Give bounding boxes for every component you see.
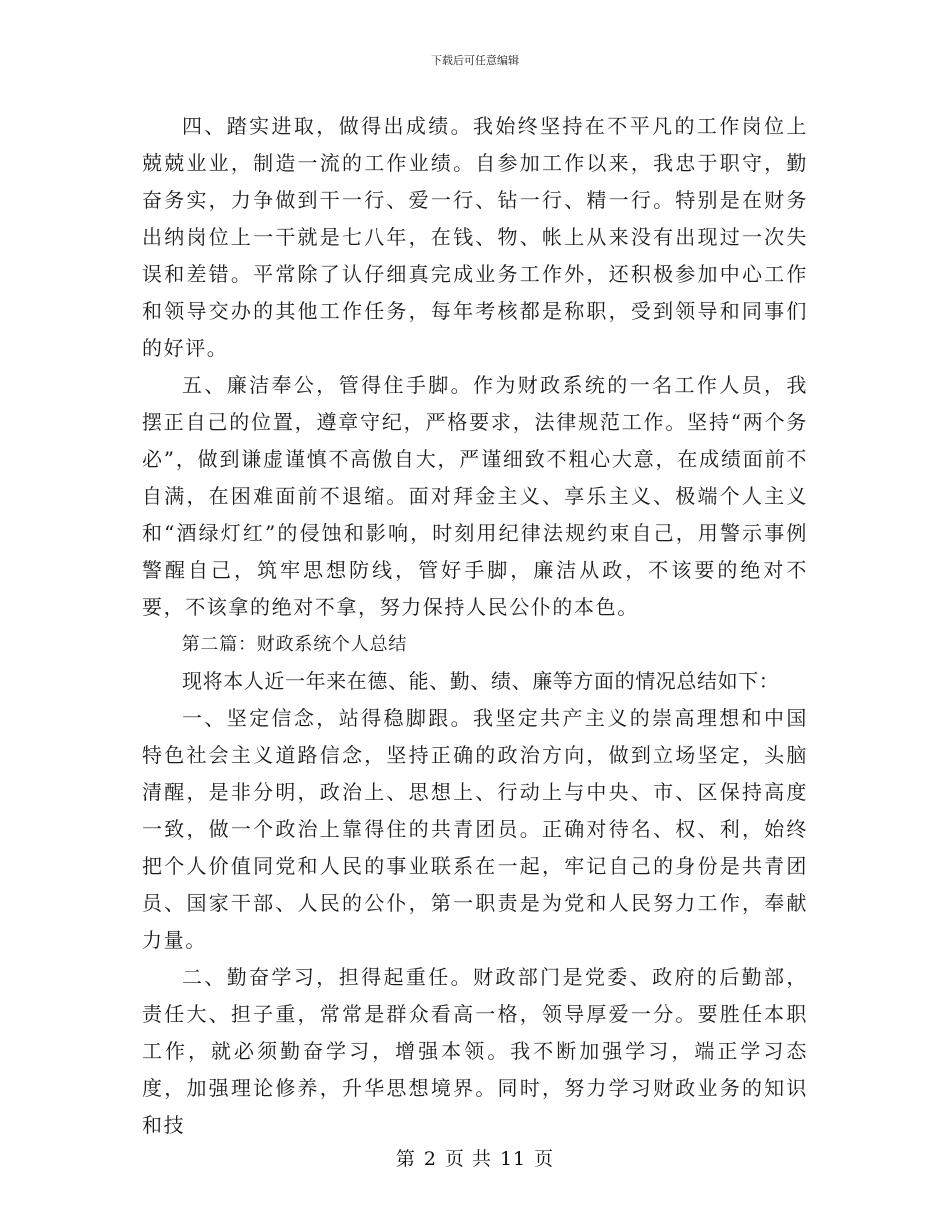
intro-paragraph: 现将本人近一年来在德、能、勤、绩、廉等方面的情况总结如下： (182, 669, 780, 693)
footer-suffix: 页 (534, 1148, 555, 1170)
footer-page-number: 2 (423, 1148, 437, 1170)
footer-total-pages: 11 (499, 1148, 527, 1170)
section-title: 第二篇：财政系统个人总结 (181, 634, 408, 655)
paragraph-four: 四、踏实进取，做得出成绩。我始终坚持在不平凡的工作岗位上兢兢业业，制造一流的工作业绩。自参加工作以来，我忠于职守，勤奋务实，力争做到干一行、爱一行、钻一行、精一行。特别是在财务出纳岗位上一干就是七八年，在钱、物、帐上从来没有出现过一次失误和差错。平常除了认仔细真完成业务工作外，还积极参加中心工作和领导交办的其他工作任务，每年考核都是称职，受到领导和同事们的好评。 (142, 114, 808, 360)
header-note: 下载后可任意编辑 (431, 54, 519, 67)
paragraph-five: 五、廉洁奉公，管得住手脚。作为财政系统的一名工作人员，我摆正自己的位置，遵章守纪，严格要求，法律规范工作。坚持“两个务必”，做到谦虚谨慎不高傲自大，严谨细致不粗心大意，在成绩面前不自满，在困难面前不退缩。面对拜金主义、享乐主义、极端个人主义和“酒绿灯红”的侵蚀和影响，时刻用纪律法规约束自己，用警示事例警醒自己，筑牢思想防线，管好手脚，廉洁从政，不该要的绝对不要，不该拿的绝对不拿，努力保持人民公仆的本色。 (142, 373, 808, 619)
footer-prefix: 第 (395, 1148, 416, 1170)
paragraph-two: 二、勤奋学习，担得起重任。财政部门是党委、政府的后勤部，责任大、担子重，常常是群众看高一格，领导厚爱一分。要胜任本职工作，就必须勤奋学习，增强本领。我不断加强学习，端正学习态度，加强理论修养，升华思想境界。同时，努力学习财政业务的知识和技 (142, 965, 808, 1137)
paragraph-one: 一、坚定信念，站得稳脚跟。我坚定共产主义的崇高理想和中国特色社会主义道路信念，坚持正确的政治方向，做到立场坚定，头脑清醒，是非分明，政治上、思想上、行动上与中央、市、区保持高度一致，做一个政治上靠得住的共青团员。正确对待名、权、利，始终把个人价值同党和人民的事业联系在一起，牢记自己的身份是共青团员、国家干部、人民的公仆，第一职责是为党和人民努力工作，奉献力量。 (142, 706, 808, 952)
document-body (142, 108, 808, 1144)
footer-middle: 页 共 (444, 1148, 492, 1170)
page-header (0, 54, 950, 68)
page-footer (0, 1147, 950, 1171)
